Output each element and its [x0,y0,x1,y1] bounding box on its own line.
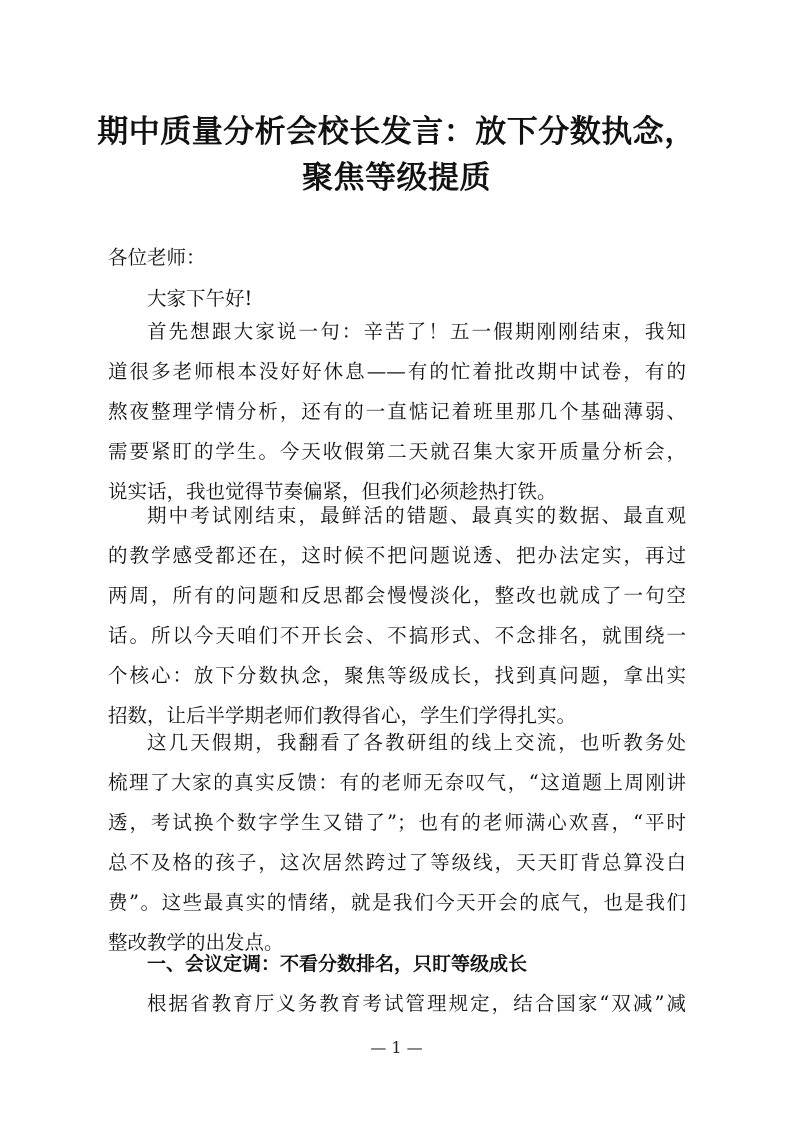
page-number: — 1 — [370,1038,423,1057]
paragraph-line: 话。所以今天咱们不开长会、不搞形式、不念排名，就围绕一 [108,624,686,647]
paragraph-line: 这几天假期，我翻看了各教研组的线上交流，也听教务处 [147,731,686,754]
document-title-line-2: 聚焦等级提质 [302,160,491,196]
paragraph-3 [108,723,686,963]
paragraph-4 [108,984,686,1024]
paragraph-line: 根据省教育厅义务教育考试管理规定，结合国家“双减”减 [147,992,686,1015]
document-title-line-1: 期中质量分析会校长发言：放下分数执念， [97,114,696,150]
paragraph-line: 招数，让后半学期老师们教得省心，学生们学得扎实。 [108,704,577,727]
paragraph-line: 熬夜整理学情分析，还有的一直惦记着班里那几个基础薄弱、 [108,400,686,423]
paragraph-line: 总不及格的孩子，这次居然跨过了等级线，天天盯背总算没白 [108,851,686,874]
paragraph-line: 费”。这些最真实的情绪，就是我们今天开会的底气，也是我们 [108,891,686,914]
paragraph-line: 个核心：放下分数执念，聚焦等级成长，找到真问题，拿出实 [108,664,686,687]
paragraph-line: 两周，所有的问题和反思都会慢慢淡化，整改也就成了一句空 [108,584,686,607]
section-heading [108,944,686,984]
paragraph-line: 的教学感受都还在，这时候不把问题说透、把办法定实，再过 [108,544,686,567]
section-heading-text: 一、会议定调：不看分数排名，只盯等级成长 [147,953,528,975]
paragraph-1 [108,312,686,512]
salutation-text: 各位老师： [108,246,206,269]
paragraph-line: 期中考试刚结束，最鲜活的错题、最真实的数据、最直观 [147,504,686,527]
paragraph-line: 道很多老师根本没好好休息——有的忙着批改期中试卷，有的 [108,360,686,383]
paragraph-line: 整改教学的出发点。 [108,931,284,954]
greeting-text: 大家下午好! [147,287,253,310]
paragraph-line: 梳理了大家的真实反馈：有的老师无奈叹气，“这道题上周刚讲 [108,771,686,794]
paragraph-line: 透，考试换个数字学生又错了”；也有的老师满心欢喜，“平时 [108,811,686,834]
paragraph-line: 首先想跟大家说一句：辛苦了！五一假期刚刚结束，我知 [147,320,686,343]
paragraph-2 [108,496,686,736]
paragraph-line: 需要紧盯的学生。今天收假第二天就召集大家开质量分析会， [108,440,686,463]
salutation [108,238,686,278]
paragraph-line: 说实话，我也觉得节奏偏紧，但我们必须趁热打铁。 [108,480,557,503]
